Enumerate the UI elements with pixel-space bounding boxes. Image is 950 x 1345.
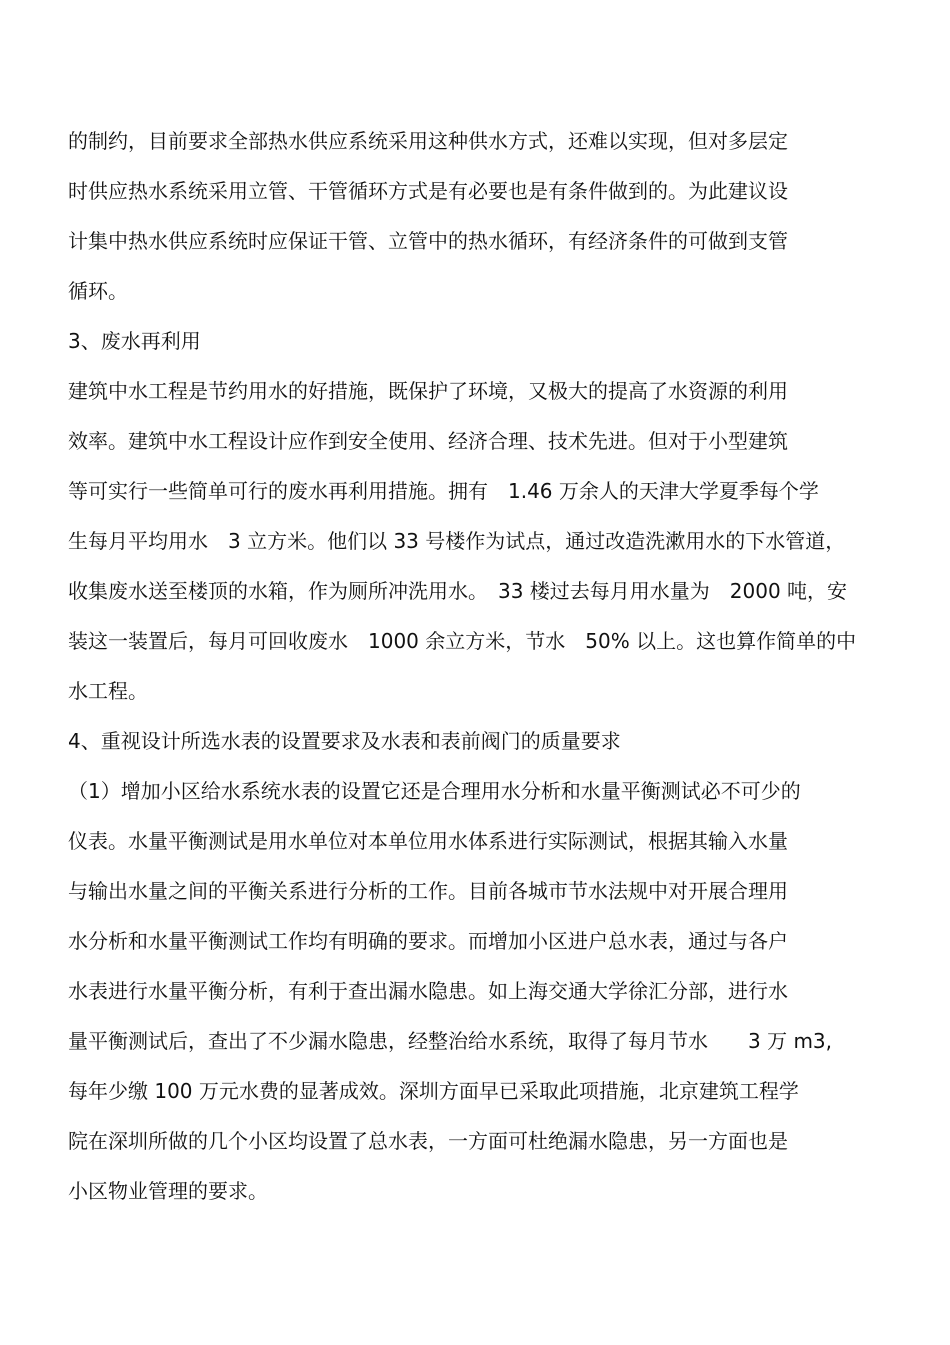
text-line-8: 等可实行一些简单可行的废水再利用措施。拥有 1.46 万余人的天津大学夏季每个学 bbox=[68, 479, 819, 503]
text-line-17: 水分析和水量平衡测试工作均有明确的要求。而增加小区进户总水表，通过与各户 bbox=[68, 929, 788, 953]
text-line-19: 量平衡测试后，查出了不少漏水隐患，经整治给水系统，取得了每月节水 3 万 m3, bbox=[68, 1029, 833, 1053]
text-line-6: 建筑中水工程是节约用水的好措施，既保护了环境，又极大的提高了水资源的利用 bbox=[68, 379, 788, 403]
text-line-10: 收集废水送至楼顶的水箱，作为厕所冲洗用水。 33 楼过去每月用水量为 2000 吨，安 bbox=[68, 579, 848, 603]
text-line-18: 水表进行水量平衡分析，有利于查出漏水隐患。如上海交通大学徐汇分部，进行水 bbox=[68, 979, 788, 1003]
section-heading-4: 4、重视设计所选水表的设置要求及水表和表前阀门的质量要求 bbox=[68, 729, 621, 753]
text-line-3: 计集中热水供应系统时应保证干管、立管中的热水循环，有经济条件的可做到支管 bbox=[68, 229, 788, 253]
text-line-21: 院在深圳所做的几个小区均设置了总水表，一方面可杜绝漏水隐患，另一方面也是 bbox=[68, 1129, 788, 1153]
text-line-7: 效率。建筑中水工程设计应作到安全使用、经济合理、技术先进。但对于小型建筑 bbox=[68, 429, 788, 453]
text-line-1: 的制约，目前要求全部热水供应系统采用这种供水方式，还难以实现，但对多层定 bbox=[68, 129, 788, 153]
text-line-20: 每年少缴 100 万元水费的显著成效。深圳方面早已采取此项措施，北京建筑工程学 bbox=[68, 1079, 799, 1103]
text-line-12: 水工程。 bbox=[68, 679, 148, 703]
text-line-2: 时供应热水系统采用立管、干管循环方式是有必要也是有条件做到的。为此建议设 bbox=[68, 179, 788, 203]
text-line-15: 仪表。水量平衡测试是用水单位对本单位用水体系进行实际测试，根据其输入水量 bbox=[68, 829, 788, 853]
text-line-9: 生每月平均用水 3 立方米。他们以 33 号楼作为试点，通过改造洗漱用水的下水管道， bbox=[68, 529, 846, 553]
text-line-16: 与输出水量之间的平衡关系进行分析的工作。目前各城市节水法规中对开展合理用 bbox=[68, 879, 788, 903]
section-heading-3: 3、废水再利用 bbox=[68, 329, 201, 353]
text-line-4: 循环。 bbox=[68, 279, 128, 303]
text-line-22: 小区物业管理的要求。 bbox=[68, 1179, 268, 1203]
text-line-14: （1）增加小区给水系统水表的设置它还是合理用水分析和水量平衡测试必不可少的 bbox=[68, 779, 801, 803]
text-line-11: 装这一装置后，每月可回收废水 1000 余立方米，节水 50% 以上。这也算作简单的中 bbox=[68, 629, 857, 653]
